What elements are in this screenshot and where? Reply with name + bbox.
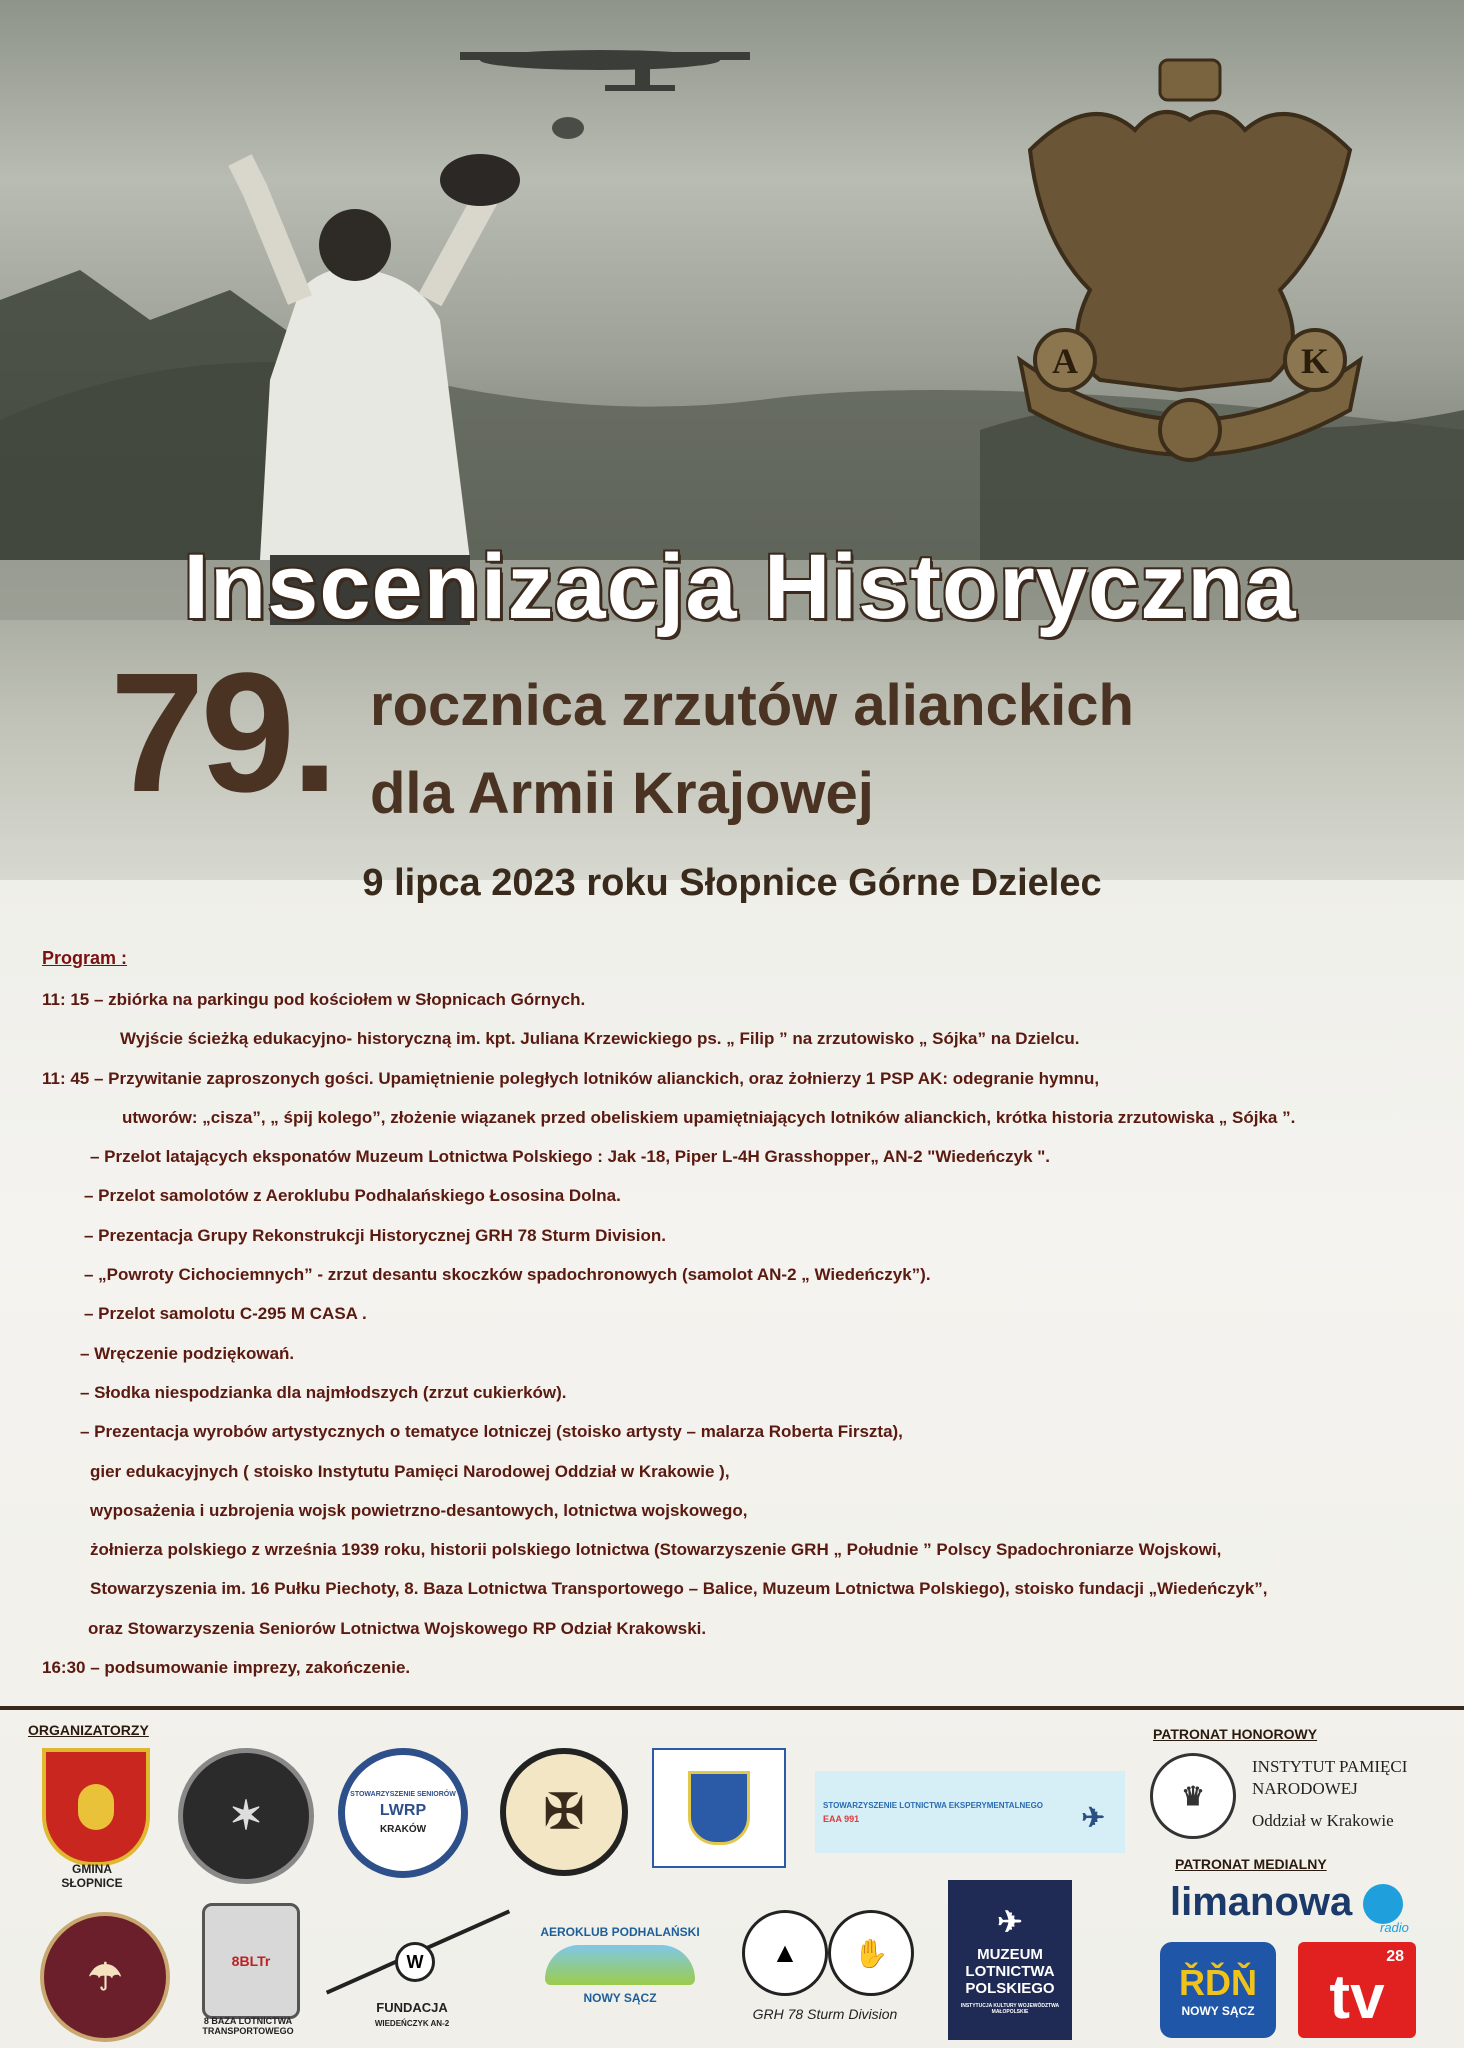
mountain-badge-icon: ▲: [771, 1937, 799, 1968]
hand-badge-icon: ✋: [853, 1937, 889, 1969]
anniversary-line-2: dla Armii Krajowej: [370, 761, 874, 826]
seniors-bottom-text: KRAKÓW: [379, 1824, 427, 1835]
parachute-icon: [552, 117, 584, 139]
star-icon: ✶: [229, 1794, 263, 1838]
seniors-association-logo: [338, 1748, 468, 1878]
ipn-text: [1252, 1756, 1407, 1832]
limanowa-text: limanowa: [1170, 1880, 1353, 1924]
rdn-logo: [1160, 1942, 1276, 2038]
fundacja-w-icon: W: [395, 1942, 435, 1982]
eaa-code: EAA 991: [823, 1813, 860, 1824]
military-badge-logo: [652, 1748, 786, 1868]
limanowa-sub: radio: [1380, 1920, 1409, 1935]
parachute-badge-icon: ☂: [87, 1956, 123, 1999]
event-title: Inscenizacja Historyczna: [183, 536, 1297, 638]
program-line: – Słodka niespodzianka dla najmłodszych (zrzut cukierków).: [80, 1382, 567, 1402]
rdn-sub: NOWY SĄCZ: [1181, 2004, 1255, 2018]
blt-label: 8BLTr: [231, 1953, 271, 1969]
reconstruction-association-logo: [178, 1748, 314, 1884]
owl-icon: [78, 1784, 114, 1830]
tv28-logo: [1298, 1942, 1416, 2038]
program-list: [42, 990, 1442, 1697]
program-line: oraz Stowarzyszenia Seniorów Lotnictwa Wojskowego RP Odział Krakowski.: [88, 1618, 707, 1638]
aeroklub-title: AEROKLUB PODHALAŃSKI: [540, 1925, 700, 1939]
eagle-icon: ♛: [1181, 1780, 1205, 1811]
program-line: 11: 15 – zbiórka na parkingu pod kościołem w Słopnicach Górnych.: [42, 990, 586, 1009]
airplane-icon: ✈: [1081, 1802, 1105, 1833]
emblem-letter-a: A: [1052, 341, 1078, 381]
ipn-line-3: Oddział w Krakowie: [1252, 1811, 1394, 1830]
program-line: – Wręczenie podziękowań.: [80, 1343, 295, 1363]
limanowa-in-icon: [1363, 1884, 1403, 1924]
rdn-mark-icon: ŘĎŇ: [1179, 1962, 1257, 2003]
ak-eagle-emblem: [1020, 60, 1360, 460]
program-line: żołnierza polskiego z września 1939 roku, historii polskiego lotnictwa (Stowarzyszenie GRH „ Południe ” Polscy Spadochroniarze Wojskowi,: [90, 1540, 1222, 1560]
program-heading: Program :: [42, 948, 128, 968]
museum-sub: INSTYTUCJA KULTURY WOJEWÓDZTWA MAŁOPOLSKIE: [960, 2003, 1060, 2015]
aeroklub-podhalanski-logo: [525, 1910, 715, 2020]
ipn-seal: [1150, 1753, 1236, 1839]
date-location: 9 lipca 2023 roku Słopnice Górne Dzielec: [362, 862, 1102, 904]
program-line: – „Powroty Cichociemnych” - zrzut desantu skoczków spadochronowych (samolot AN-2 „ Wiedeńczyk”).: [84, 1265, 931, 1285]
16th-infantry-regiment-logo: [500, 1748, 628, 1876]
8blt-badge: [202, 1903, 300, 2019]
museum-line-1: MUZEUM: [977, 1946, 1043, 1963]
honorary-patronage-label: PATRONAT HONOROWY: [1153, 1726, 1318, 1742]
grh-78-shield-left: [742, 1910, 828, 1996]
emblem-letter-k: K: [1300, 341, 1330, 381]
program-line: – Przelot samolotu C-295 M CASA .: [84, 1304, 367, 1324]
grh-caption: GRH 78 Sturm Division: [752, 2006, 898, 2022]
blt-caption: 8 BAZA LOTNICTWA TRANSPORTOWEGO: [202, 2016, 294, 2036]
program-line: – Prezentacja wyrobów artystycznych o tematyce lotniczej (stoisko artysty – malarza Roberta Firszta),: [80, 1422, 903, 1442]
aeroklub-sub: NOWY SĄCZ: [583, 1991, 657, 2005]
program-line: 16:30 – podsumowanie imprezy, zakończenie.: [42, 1658, 411, 1678]
program-line: – Przelot latających eksponatów Muzeum Lotnictwa Polskiego : Jak -18, Piper L-4H Grasshopper„ AN-2 "Wiedeńczyk ".: [90, 1147, 1051, 1167]
museum-line-3: POLSKIEGO: [965, 1980, 1055, 1997]
mountain-icon: [545, 1945, 695, 1985]
seniors-top-text: STOWARZYSZENIE SENIORÓW: [350, 1791, 456, 1798]
ipn-line-2: NARODOWEJ: [1252, 1779, 1358, 1798]
anniversary-number: 79.: [110, 638, 335, 828]
aircraft-icon: [460, 50, 750, 91]
program-line: 11: 45 – Przywitanie zaproszonych gości. Upamiętnienie poległych lotników alianckich, oraz żołnierzy 1 PSP AK: odegranie hymnu,: [42, 1068, 1100, 1088]
gmina-slopnice-coat-of-arms: [42, 1748, 150, 1866]
program-line: utworów: „cisza”, „ śpij kolego”, złożenie wiązanek przed obeliskiem upamiętniających lotników alianckich, krótka historia zrzutowiska „ Sójka ”.: [122, 1107, 1296, 1127]
program-line: Wyjście ścieżką edukacyjno- historyczną im. kpt. Juliana Krzewickiego ps. „ Filip ” na zrzutowisko „ Sójka” na Dzielcu.: [120, 1029, 1080, 1049]
eaa-logo: [815, 1771, 1125, 1853]
cross-icon: ✠: [543, 1786, 585, 1839]
shield-icon: [688, 1771, 750, 1845]
limanowa-logo: [1170, 1880, 1403, 1925]
program-line: Stowarzyszenia im. 16 Pułku Piechoty, 8. Baza Lotnictwa Transportowego – Balice, Muzeum Lotnictwa Polskiego), stoisko fundacji „Wiedeńczyk”,: [90, 1579, 1268, 1599]
ipn-line-1: INSTYTUT PAMIĘCI: [1252, 1757, 1408, 1776]
program-line: – Prezentacja Grupy Rekonstrukcji Historycznej GRH 78 Sturm Division.: [84, 1225, 666, 1245]
organizers-label: ORGANIZATORZY: [28, 1722, 149, 1738]
eaa-text: STOWARZYSZENIE LOTNICTWA EKSPERYMENTALNEGO: [823, 1800, 1044, 1810]
footer-divider: [0, 1706, 1464, 1710]
tv-number: 28: [1386, 1948, 1404, 1965]
museum-line-2: LOTNICTWA: [965, 1963, 1055, 1980]
program-line: wyposażenia i uzbrojenia wojsk powietrzno-desantowych, lotnictwa wojskowego,: [90, 1500, 748, 1520]
museum-logo: [948, 1880, 1072, 2040]
media-patronage-label: PATRONAT MEDIALNY: [1175, 1856, 1327, 1872]
anniversary-line-1: rocznica zrzutów alianckich: [370, 673, 1134, 738]
grh-poludnie-logo: [40, 1912, 170, 2042]
fundacja-caption: FUNDACJA: [376, 2000, 448, 2015]
fundacja-sub: WIEDEŃCZYK AN-2: [374, 2019, 450, 2028]
gmina-caption: GMINA SŁOPNICE: [61, 1862, 123, 1890]
program-line: gier edukacyjnych ( stoisko Instytutu Pamięci Narodowej Oddział w Krakowie ),: [90, 1461, 730, 1481]
tv-text: tv: [1329, 1962, 1385, 2032]
program-line: – Przelot samolotów z Aeroklubu Podhalańskiego Łososina Dolna.: [84, 1186, 621, 1206]
grh-78-shield-right: [828, 1910, 914, 1996]
seniors-mid-text: LWRP: [379, 1802, 427, 1819]
museum-plane-icon: ✈: [997, 1906, 1023, 1939]
